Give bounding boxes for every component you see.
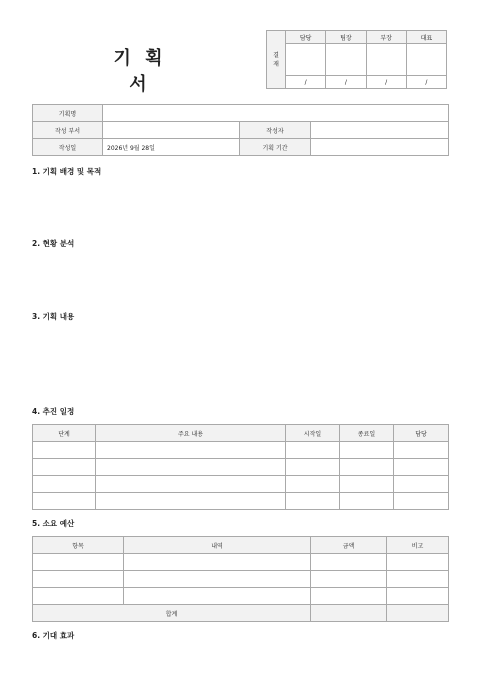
schedule-cell[interactable] [33,442,96,459]
table-row [33,442,449,459]
schedule-cell[interactable] [33,476,96,493]
approval-side-label-2: 재 [273,60,279,68]
approval-date-1[interactable]: / [286,76,326,89]
budget-header-note: 비고 [387,537,449,554]
section-heading-1: 1. 기획 배경 및 목적 [32,167,102,176]
budget-table [32,536,449,622]
schedule-cell[interactable] [340,493,394,510]
table-row [33,588,449,605]
table-row [33,493,449,510]
approval-sign-4[interactable] [406,44,446,76]
schedule-cell[interactable] [96,493,286,510]
budget-cell[interactable] [33,554,124,571]
approval-side-label [267,31,286,89]
table-row [33,459,449,476]
approval-sign-3[interactable] [366,44,406,76]
budget-cell[interactable] [311,554,387,571]
schedule-cell[interactable] [33,493,96,510]
budget-cell[interactable] [33,571,124,588]
date-label: 작성일 [33,139,103,156]
budget-cell[interactable] [387,571,449,588]
budget-header-amount: 금액 [311,537,387,554]
schedule-cell[interactable] [340,442,394,459]
plan-name-label: 기획명 [33,105,103,122]
date-field[interactable]: 2026년 9월 28일 [103,139,240,156]
budget-cell[interactable] [124,588,311,605]
approval-date-2[interactable]: / [326,76,366,89]
schedule-table [32,424,449,510]
schedule-header-end: 종료일 [340,425,394,442]
schedule-cell[interactable] [33,459,96,476]
schedule-cell[interactable] [286,476,340,493]
budget-header-item: 항목 [33,537,124,554]
budget-cell[interactable] [33,588,124,605]
approval-header-1: 담당 [286,31,326,44]
section-heading-5: 5. 소요 예산 [32,519,75,528]
schedule-cell[interactable] [340,476,394,493]
budget-total-label: 합계 [33,605,311,622]
schedule-header-content: 주요 내용 [96,425,286,442]
schedule-header-start: 시작일 [286,425,340,442]
document-title: 기 획 서 [113,48,167,95]
schedule-header-stage: 단계 [33,425,96,442]
dept-field[interactable] [103,122,240,139]
schedule-cell[interactable] [394,442,449,459]
section-heading-6: 6. 기대 효과 [32,631,75,640]
schedule-cell[interactable] [286,442,340,459]
approval-header-4: 대표 [406,31,446,44]
schedule-cell[interactable] [286,459,340,476]
period-label: 기획 기간 [240,139,311,156]
budget-cell[interactable] [311,571,387,588]
schedule-cell[interactable] [394,459,449,476]
budget-cell[interactable] [124,571,311,588]
schedule-cell[interactable] [394,493,449,510]
schedule-cell[interactable] [96,476,286,493]
section-heading-4: 4. 추진 일정 [32,407,75,416]
schedule-header-owner: 담당 [394,425,449,442]
schedule-cell[interactable] [96,459,286,476]
budget-cell[interactable] [311,588,387,605]
author-field[interactable] [311,122,449,139]
table-row [33,554,449,571]
budget-cell[interactable] [387,554,449,571]
schedule-cell[interactable] [286,493,340,510]
info-table [32,104,449,156]
budget-total-note[interactable] [387,605,449,622]
author-label: 작성자 [240,122,311,139]
budget-cell[interactable] [124,554,311,571]
budget-cell[interactable] [387,588,449,605]
approval-date-4[interactable]: / [406,76,446,89]
schedule-cell[interactable] [394,476,449,493]
approval-table [266,30,447,89]
period-field[interactable] [311,139,449,156]
approval-date-3[interactable]: / [366,76,406,89]
approval-sign-2[interactable] [326,44,366,76]
section-heading-2: 2. 현황 분석 [32,239,75,248]
approval-header-3: 부장 [366,31,406,44]
approval-side-label-1: 결 [273,51,279,59]
plan-name-field[interactable] [103,105,449,122]
approval-header-2: 팀장 [326,31,366,44]
section-heading-3: 3. 기획 내용 [32,312,75,321]
budget-total-row [33,605,449,622]
approval-sign-1[interactable] [286,44,326,76]
table-row [33,571,449,588]
schedule-cell[interactable] [96,442,286,459]
budget-total-amount[interactable] [311,605,387,622]
budget-header-detail: 내역 [124,537,311,554]
schedule-cell[interactable] [340,459,394,476]
dept-label: 작성 부서 [33,122,103,139]
table-row [33,476,449,493]
